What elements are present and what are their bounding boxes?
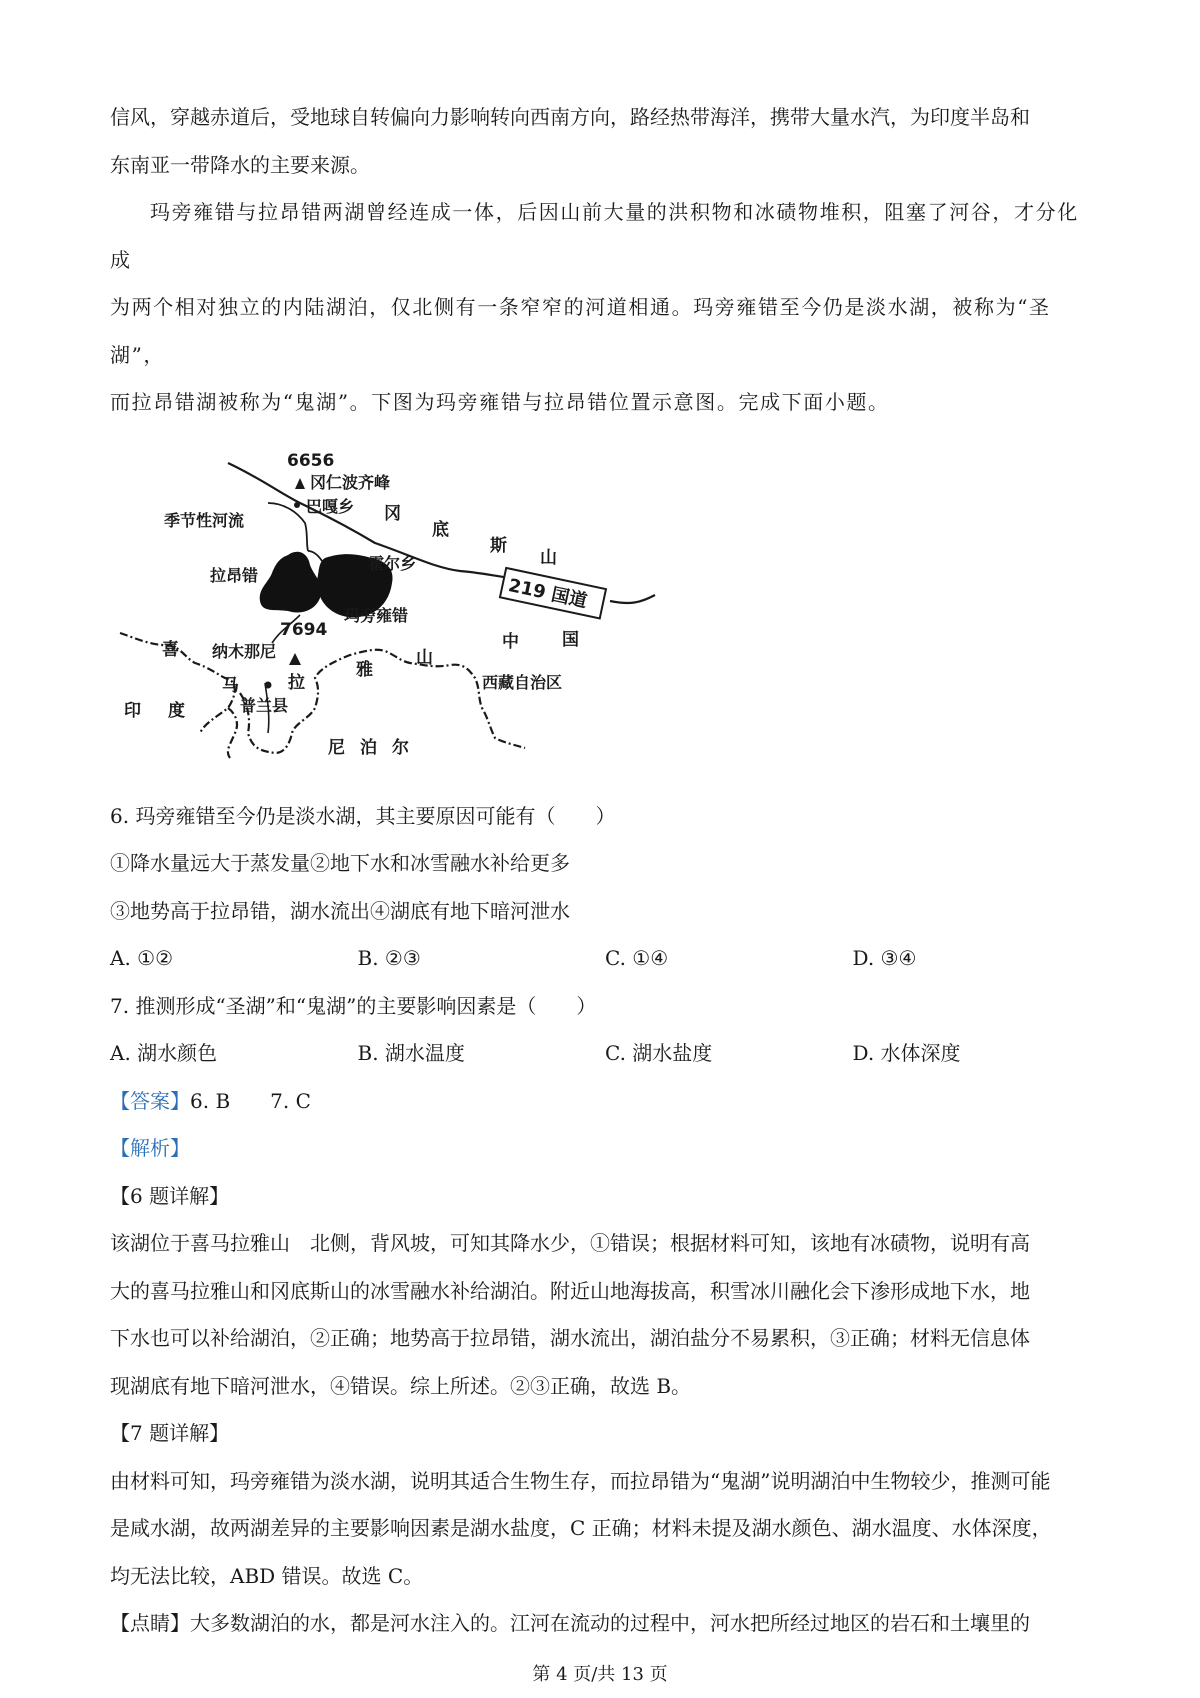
lake-w-label: 拉昂错 bbox=[210, 565, 259, 585]
q6-option-b[interactable]: B. ②③ bbox=[357, 946, 421, 970]
q7-option-b[interactable]: B. 湖水温度 bbox=[357, 1041, 465, 1065]
range-s-char-2: 马 bbox=[222, 675, 239, 696]
town-huoer-label: 霍尔乡 bbox=[368, 553, 417, 573]
channel-line bbox=[308, 551, 322, 561]
national-border bbox=[120, 633, 525, 753]
tip-line bbox=[110, 1600, 1100, 1648]
peak1-name: 冈仁波齐峰 bbox=[310, 472, 391, 492]
q7-option-a[interactable]: A. 湖水颜色 bbox=[110, 1041, 218, 1065]
peak2-elevation: 7694 bbox=[280, 619, 328, 640]
q7-stem: 7. 推测形成“圣湖”和“鬼湖”的主要影响因素是（ ） bbox=[110, 993, 597, 1018]
q6-line-2: ③地势高于拉昂错，湖水流出④湖底有地下暗河泄水 bbox=[110, 898, 570, 923]
country-china-char-2: 国 bbox=[562, 629, 579, 650]
map-figure bbox=[110, 433, 670, 793]
analysis-tag: 【解析】 bbox=[110, 1136, 190, 1160]
passage-line-1: 信风，穿越赤道后，受地球自转偏向力影响转向西南方向，路经热带海洋，携带大量水汽，为印度半岛和 bbox=[110, 105, 1030, 129]
lake-laangco bbox=[260, 551, 322, 612]
detail7-line-1: 由材料可知，玛旁雍错为淡水湖，说明其适合生物生存，而拉昂错为“鬼湖”说明湖泊中生物较少，推测可能 bbox=[110, 1468, 1051, 1493]
nepal-char-2: 泊 bbox=[360, 737, 377, 758]
range-s-char-5: 山 bbox=[416, 647, 433, 668]
detail6-line-3: 下水也可以补给湖泊，②正确；地势高于拉昂错，湖水流出，湖泊盐分不易累积，③正确；材料无信息体 bbox=[110, 1326, 1030, 1350]
passage2-line-2: 为两个相对独立的内陆湖泊，仅北侧有一条窄窄的河道相通。玛旁雍错至今仍是淡水湖，被称为“圣湖”， bbox=[110, 295, 1051, 367]
seasonal-river-label: 季节性河流 bbox=[164, 510, 245, 530]
road-line bbox=[610, 595, 655, 603]
detail6-line-4: 现湖底有地下暗河泄水，④错误。综上所述。②③正确，故选 B。 bbox=[110, 1373, 692, 1398]
passage-line-2: 东南亚一带降水的主要来源。 bbox=[110, 152, 370, 177]
country-china-char-1: 中 bbox=[502, 631, 519, 652]
detail7-line-3: 均无法比较，ABD 错误。故选 C。 bbox=[110, 1563, 424, 1588]
answer-tag: 【答案】 bbox=[110, 1088, 190, 1113]
india-char-1: 印 bbox=[124, 700, 141, 721]
q6-line-1: ①降水量远大于蒸发量②地下水和冰雪融水补给更多 bbox=[110, 851, 570, 875]
range-s-char-1: 喜 bbox=[162, 639, 179, 660]
road-box bbox=[500, 567, 606, 618]
q6-option-d[interactable]: D. ③④ bbox=[852, 946, 917, 970]
range-s-char-4: 雅 bbox=[356, 659, 373, 680]
detail7-line-2: 是咸水湖，故两湖差异的主要影响因素是湖水盐度，C 正确；材料未提及湖水颜色、湖水温度、水体深度， bbox=[110, 1516, 1052, 1540]
q7-option-d[interactable]: D. 水体深度 bbox=[852, 1041, 961, 1065]
q6-stem: 6. 玛旁雍错至今仍是淡水湖，其主要原因可能有（ ） bbox=[110, 803, 616, 828]
q6-options bbox=[110, 935, 1100, 983]
range-n-char-3: 斯 bbox=[490, 535, 507, 556]
range-n-char-4: 山 bbox=[540, 547, 557, 568]
answer-line bbox=[110, 1078, 1100, 1126]
seasonal-river-line bbox=[268, 503, 308, 551]
page-content bbox=[110, 94, 1100, 1648]
detail6-line-1: 该湖位于喜马拉雅山 北侧，背风坡，可知其降水少，①错误；根据材料可知，该地有冰碛物，说明有高 bbox=[110, 1231, 1030, 1255]
peak-naimonanyi-triangle bbox=[289, 653, 301, 665]
detail6-title: 【6 题详解】 bbox=[110, 1183, 230, 1208]
tip-text: 大多数湖泊的水，都是河水注入的。江河在流动的过程中，河水把所经过地区的岩石和土壤里的 bbox=[190, 1611, 1030, 1635]
q6-option-a[interactable]: A. ①② bbox=[110, 946, 174, 970]
page-footer: 第 4 页/共 13 页 bbox=[532, 1664, 668, 1685]
peak-kailash-triangle bbox=[295, 478, 305, 489]
county-pulan-dot bbox=[265, 681, 272, 688]
q7-option-c[interactable]: C. 湖水盐度 bbox=[605, 1041, 713, 1065]
region-label: 西藏自治区 bbox=[482, 672, 563, 692]
range-s-char-3: 拉 bbox=[288, 672, 305, 693]
county-label: 普兰县 bbox=[240, 695, 289, 715]
range-n-char-2: 底 bbox=[432, 519, 449, 540]
detail7-title: 【7 题详解】 bbox=[110, 1421, 230, 1445]
lake-e-label: 玛旁雍错 bbox=[344, 605, 409, 625]
answer-text: 6. B 7. C bbox=[190, 1088, 311, 1113]
location-map bbox=[110, 433, 1100, 793]
tip-tag: 【点睛】 bbox=[110, 1611, 190, 1635]
range-n-char-1: 冈 bbox=[384, 503, 401, 524]
nepal-char-3: 尔 bbox=[392, 737, 409, 758]
passage2-line-1: 玛旁雍错与拉昂错两湖曾经连成一体，后因山前大量的洪积物和冰碛物堆积，阻塞了河谷，才分化成 bbox=[110, 200, 1079, 272]
detail6-line-2: 大的喜马拉雅山和冈底斯山的冰雪融水补给湖泊。附近山地海拔高，积雪冰川融化会下渗形成地下水，地 bbox=[110, 1278, 1030, 1303]
q6-option-c[interactable]: C. ①④ bbox=[605, 946, 669, 970]
town-baga-label: 巴嘎乡 bbox=[306, 496, 355, 516]
town-baga-dot bbox=[294, 502, 300, 508]
india-char-2: 度 bbox=[168, 700, 185, 721]
india-nepal-border bbox=[228, 708, 237, 758]
peak2-name: 纳木那尼 bbox=[212, 641, 277, 661]
analysis-line bbox=[110, 1125, 1100, 1173]
q7-options bbox=[110, 1030, 1100, 1078]
passage2-line-3: 而拉昂错湖被称为“鬼湖”。下图为玛旁雍错与拉昂错位置示意图。完成下面小题。 bbox=[110, 390, 890, 414]
peak1-elevation: 6656 bbox=[287, 450, 335, 471]
road-label: 219 国道 bbox=[506, 574, 589, 612]
nepal-char-1: 尼 bbox=[328, 737, 345, 758]
